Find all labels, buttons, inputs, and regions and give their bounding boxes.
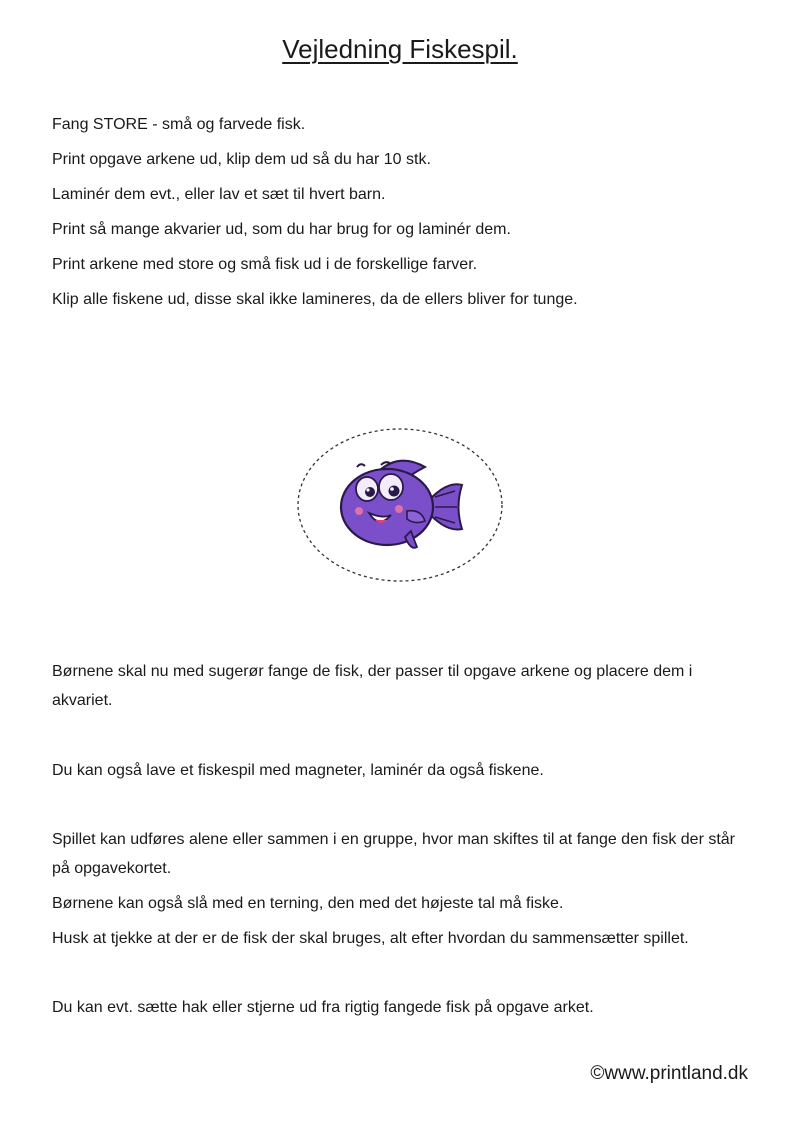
footer-copyright: ©www.printland.dk — [590, 1063, 748, 1084]
intro-line-1: Fang STORE - små og farvede fisk. — [52, 116, 306, 133]
intro-line-6: Klip alle fiskene ud, disse skal ikke lamineres, da de ellers bliver for tunge. — [52, 291, 578, 308]
intro-line-3: Laminér dem evt., eller lav et sæt til hvert barn. — [52, 186, 386, 203]
page-title: Vejledning Fiskespil. — [282, 34, 518, 64]
body-paragraph-6: Du kan evt. sætte hak eller stjerne ud fra rigtig fangede fisk på opgave arket. — [52, 999, 594, 1016]
intro-line-2: Print opgave arkene ud, klip dem ud så du har 10 stk. — [52, 151, 431, 168]
body-paragraph-1: Børnene skal nu med sugerør fange de fisk, der passer til opgave arkene og placere dem i akvariet. — [52, 663, 693, 709]
body-paragraph-3: Spillet kan udføres alene eller sammen i en gruppe, hvor man skiftes til at fange den fisk der står på opgavekortet. — [52, 831, 736, 877]
body-paragraph-2: Du kan også lave et fiskespil med magneter, laminér da også fiskene. — [52, 762, 544, 779]
intro-line-5: Print arkene med store og små fisk ud i de forskellige farver. — [52, 256, 478, 273]
fish-icon — [295, 425, 505, 585]
body-paragraph-4: Børnene kan også slå med en terning, den med det højeste tal må fiske. — [52, 895, 564, 912]
intro-line-4: Print så mange akvarier ud, som du har brug for og laminér dem. — [52, 221, 511, 238]
body-paragraph-5: Husk at tjekke at der er de fisk der skal bruges, alt efter hvordan du sammensætter spillet. — [52, 930, 689, 947]
fish-cutout — [295, 425, 505, 585]
